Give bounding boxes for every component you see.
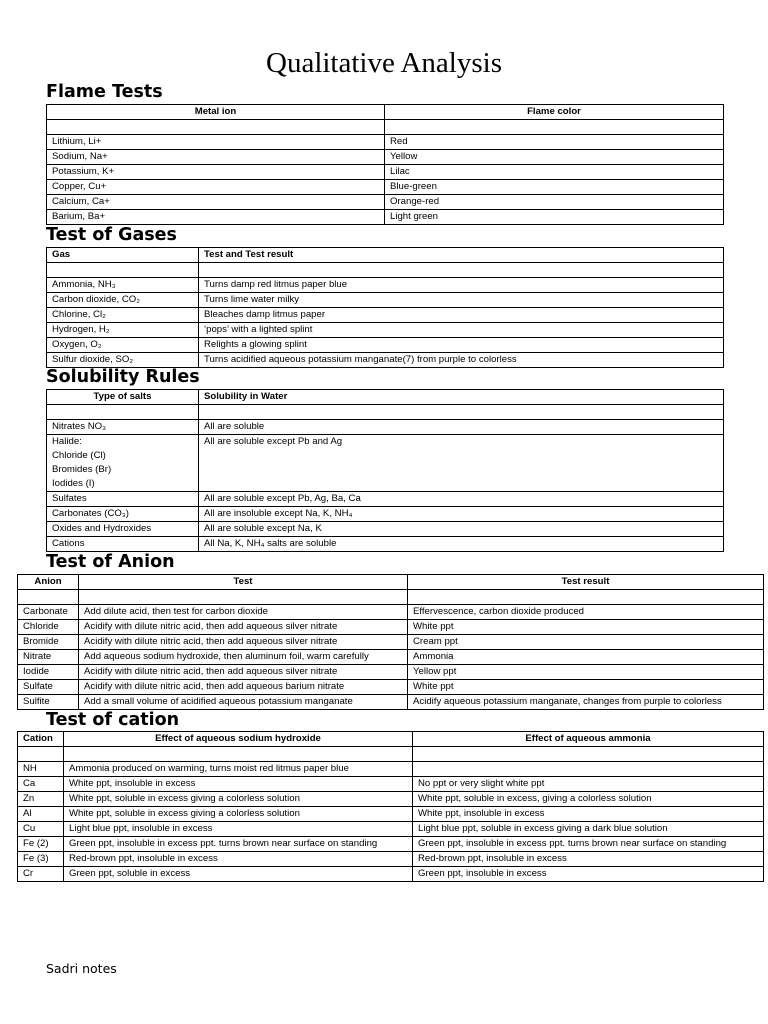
table-row bbox=[47, 165, 724, 180]
column-header-aqueous-ammonia: Effect of aqueous ammonia bbox=[413, 732, 764, 747]
table-row bbox=[47, 420, 724, 435]
table-cell: Sulfur dioxide, SO₂ bbox=[47, 353, 199, 368]
column-header-cation: Cation bbox=[18, 732, 64, 747]
table-row bbox=[18, 650, 764, 665]
table-row bbox=[18, 605, 764, 620]
table-cell: Fe (3) bbox=[18, 852, 64, 867]
table-row bbox=[47, 405, 724, 420]
table-row bbox=[47, 353, 724, 368]
column-header-test-result: Test result bbox=[408, 575, 764, 590]
table-row bbox=[47, 195, 724, 210]
table-row bbox=[47, 492, 724, 507]
table-cell: ‘pops’ with a lighted splint bbox=[199, 323, 724, 338]
table-cell: Zn bbox=[18, 792, 64, 807]
table-cell: Ammonia produced on warming, turns moist red litmus paper blue bbox=[64, 762, 413, 777]
table-cell: Red-brown ppt, insoluble in excess bbox=[64, 852, 413, 867]
table-cell: All are soluble except Na, K bbox=[199, 522, 724, 537]
table-cell: Add aqueous sodium hydroxide, then aluminum foil, warm carefully bbox=[79, 650, 408, 665]
table-cell: Yellow ppt bbox=[408, 665, 764, 680]
table-row bbox=[47, 338, 724, 353]
table-cell: Cations bbox=[47, 537, 199, 552]
table-cell: Light blue ppt, soluble in excess giving a dark blue solution bbox=[413, 822, 764, 837]
column-header-anion: Anion bbox=[18, 575, 79, 590]
table-cell: Oxides and Hydroxides bbox=[47, 522, 199, 537]
table-row bbox=[18, 792, 764, 807]
table-cell: Bromide bbox=[18, 635, 79, 650]
table-row bbox=[18, 762, 764, 777]
column-header-solubility-in-water: Solubility in Water bbox=[199, 390, 724, 405]
table-cell bbox=[408, 590, 764, 605]
table-cell: Al bbox=[18, 807, 64, 822]
table-row bbox=[18, 822, 764, 837]
table-cell: Cr bbox=[18, 867, 64, 882]
table-row bbox=[47, 278, 724, 293]
table-cell: Orange-red bbox=[385, 195, 724, 210]
table-row bbox=[18, 837, 764, 852]
table-cell: Nitrates NO₃ bbox=[47, 420, 199, 435]
table-cell: Carbon dioxide, CO₂ bbox=[47, 293, 199, 308]
table-cell: Sulfate bbox=[18, 680, 79, 695]
table-row bbox=[47, 507, 724, 522]
table-cell: Chlorine, Cl₂ bbox=[47, 308, 199, 323]
table-cell: Potassium, K+ bbox=[47, 165, 385, 180]
table-row bbox=[47, 293, 724, 308]
table-cell: Ammonia, NH₃ bbox=[47, 278, 199, 293]
table-cell: Barium, Ba+ bbox=[47, 210, 385, 225]
column-header-sodium-hydroxide: Effect of aqueous sodium hydroxide bbox=[64, 732, 413, 747]
table-row bbox=[18, 620, 764, 635]
table-cell: Light blue ppt, insoluble in excess bbox=[64, 822, 413, 837]
table-row bbox=[47, 180, 724, 195]
column-header-test-and-result: Test and Test result bbox=[199, 248, 724, 263]
table-cell: Green ppt, insoluble in excess ppt. turns brown near surface on standing bbox=[413, 837, 764, 852]
table-cell: All Na, K, NH₄ salts are soluble bbox=[199, 537, 724, 552]
table-cell: White ppt, soluble in excess giving a colorless solution bbox=[64, 792, 413, 807]
footer-note: Sadri notes bbox=[46, 961, 117, 976]
table-cell: White ppt, insoluble in excess bbox=[413, 807, 764, 822]
table-cell: Red bbox=[385, 135, 724, 150]
table-cell: Lithium, Li+ bbox=[47, 135, 385, 150]
table-row bbox=[47, 435, 724, 492]
table-cell: Oxygen, O₂ bbox=[47, 338, 199, 353]
table-cell: Nitrate bbox=[18, 650, 79, 665]
table-cell: NH bbox=[18, 762, 64, 777]
table-row bbox=[18, 867, 764, 882]
test-of-gases-table bbox=[46, 247, 724, 368]
solubility-rules-table bbox=[46, 389, 724, 552]
table-cell: Bleaches damp litmus paper bbox=[199, 308, 724, 323]
table-cell bbox=[79, 590, 408, 605]
flame-tests-table bbox=[46, 104, 724, 225]
table-row bbox=[18, 747, 764, 762]
table-cell: Calcium, Ca+ bbox=[47, 195, 385, 210]
table-row bbox=[47, 537, 724, 552]
table-cell: Acidify aqueous potassium manganate, changes from purple to colorless bbox=[408, 695, 764, 710]
table-cell: Sulfite bbox=[18, 695, 79, 710]
table-cell bbox=[199, 405, 724, 420]
test-of-cation-table bbox=[17, 731, 764, 882]
table-cell: Red-brown ppt, insoluble in excess bbox=[413, 852, 764, 867]
table-cell: Acidify with dilute nitric acid, then add aqueous silver nitrate bbox=[79, 635, 408, 650]
table-cell: No ppt or very slight white ppt bbox=[413, 777, 764, 792]
test-of-gases-heading: Test of Gases bbox=[46, 225, 177, 245]
table-cell: Turns lime water milky bbox=[199, 293, 724, 308]
table-cell: All are insoluble except Na, K, NH₄ bbox=[199, 507, 724, 522]
table-cell: Sulfates bbox=[47, 492, 199, 507]
table-cell: Green ppt, insoluble in excess ppt. turns brown near surface on standing bbox=[64, 837, 413, 852]
table-cell: Chloride bbox=[18, 620, 79, 635]
table-cell: All are soluble bbox=[199, 420, 724, 435]
table-row bbox=[47, 522, 724, 537]
table-cell bbox=[385, 120, 724, 135]
table-row bbox=[47, 150, 724, 165]
table-cell bbox=[47, 405, 199, 420]
table-cell: Acidify with dilute nitric acid, then add aqueous silver nitrate bbox=[79, 620, 408, 635]
column-header-flame-color: Flame color bbox=[385, 105, 724, 120]
table-cell: White ppt bbox=[408, 680, 764, 695]
table-row bbox=[47, 120, 724, 135]
table-cell bbox=[64, 747, 413, 762]
table-cell: Iodide bbox=[18, 665, 79, 680]
table-cell: Halide: Chloride (Cl) Bromides (Br) Iodides (I) bbox=[47, 435, 199, 492]
table-row bbox=[18, 695, 764, 710]
table-row bbox=[47, 135, 724, 150]
table-cell: Turns damp red litmus paper blue bbox=[199, 278, 724, 293]
column-header-test: Test bbox=[79, 575, 408, 590]
table-cell: Add dilute acid, then test for carbon dioxide bbox=[79, 605, 408, 620]
column-header-type-of-salts: Type of salts bbox=[47, 390, 199, 405]
table-cell: Green ppt, soluble in excess bbox=[64, 867, 413, 882]
table-row bbox=[18, 665, 764, 680]
test-of-cation-heading: Test of cation bbox=[46, 710, 180, 730]
table-cell: White ppt bbox=[408, 620, 764, 635]
table-cell: White ppt, soluble in excess giving a colorless solution bbox=[64, 807, 413, 822]
table-cell: Cu bbox=[18, 822, 64, 837]
table-cell: White ppt, soluble in excess, giving a colorless solution bbox=[413, 792, 764, 807]
table-cell: Yellow bbox=[385, 150, 724, 165]
table-row bbox=[47, 308, 724, 323]
column-header-metal-ion: Metal ion bbox=[47, 105, 385, 120]
page-title: Qualitative Analysis bbox=[266, 47, 502, 79]
table-cell: All are soluble except Pb and Ag bbox=[199, 435, 724, 492]
table-cell: Green ppt, insoluble in excess bbox=[413, 867, 764, 882]
table-cell: Light green bbox=[385, 210, 724, 225]
table-cell: Acidify with dilute nitric acid, then add aqueous silver nitrate bbox=[79, 665, 408, 680]
table-cell: Copper, Cu+ bbox=[47, 180, 385, 195]
table-cell: Blue-green bbox=[385, 180, 724, 195]
table-cell: Fe (2) bbox=[18, 837, 64, 852]
table-cell bbox=[47, 120, 385, 135]
table-row bbox=[18, 590, 764, 605]
table-cell: Add a small volume of acidified aqueous potassium manganate bbox=[79, 695, 408, 710]
solubility-rules-heading: Solubility Rules bbox=[46, 367, 200, 387]
table-cell bbox=[47, 263, 199, 278]
table-cell: Lilac bbox=[385, 165, 724, 180]
table-cell bbox=[18, 590, 79, 605]
test-of-anion-heading: Test of Anion bbox=[46, 552, 175, 572]
table-row bbox=[18, 807, 764, 822]
table-cell: Relights a glowing splint bbox=[199, 338, 724, 353]
table-row bbox=[47, 323, 724, 338]
table-cell: Cream ppt bbox=[408, 635, 764, 650]
table-cell bbox=[199, 263, 724, 278]
table-row bbox=[18, 777, 764, 792]
table-cell: All are soluble except Pb, Ag, Ba, Ca bbox=[199, 492, 724, 507]
flame-tests-heading: Flame Tests bbox=[46, 82, 163, 102]
test-of-anion-table bbox=[17, 574, 764, 710]
table-cell bbox=[413, 747, 764, 762]
table-row bbox=[47, 263, 724, 278]
table-cell: Ammonia bbox=[408, 650, 764, 665]
table-cell: Carbonates (CO₃) bbox=[47, 507, 199, 522]
table-cell: Effervescence, carbon dioxide produced bbox=[408, 605, 764, 620]
table-cell bbox=[18, 747, 64, 762]
table-cell: Carbonate bbox=[18, 605, 79, 620]
table-row bbox=[18, 680, 764, 695]
table-cell: White ppt, insoluble in excess bbox=[64, 777, 413, 792]
table-cell: Acidify with dilute nitric acid, then add aqueous barium nitrate bbox=[79, 680, 408, 695]
table-cell: Turns acidified aqueous potassium manganate(7) from purple to colorless bbox=[199, 353, 724, 368]
table-row bbox=[47, 210, 724, 225]
table-cell: Sodium, Na+ bbox=[47, 150, 385, 165]
table-row bbox=[18, 635, 764, 650]
table-cell bbox=[413, 762, 764, 777]
column-header-gas: Gas bbox=[47, 248, 199, 263]
table-cell: Hydrogen, H₂ bbox=[47, 323, 199, 338]
table-row bbox=[18, 852, 764, 867]
table-cell: Ca bbox=[18, 777, 64, 792]
